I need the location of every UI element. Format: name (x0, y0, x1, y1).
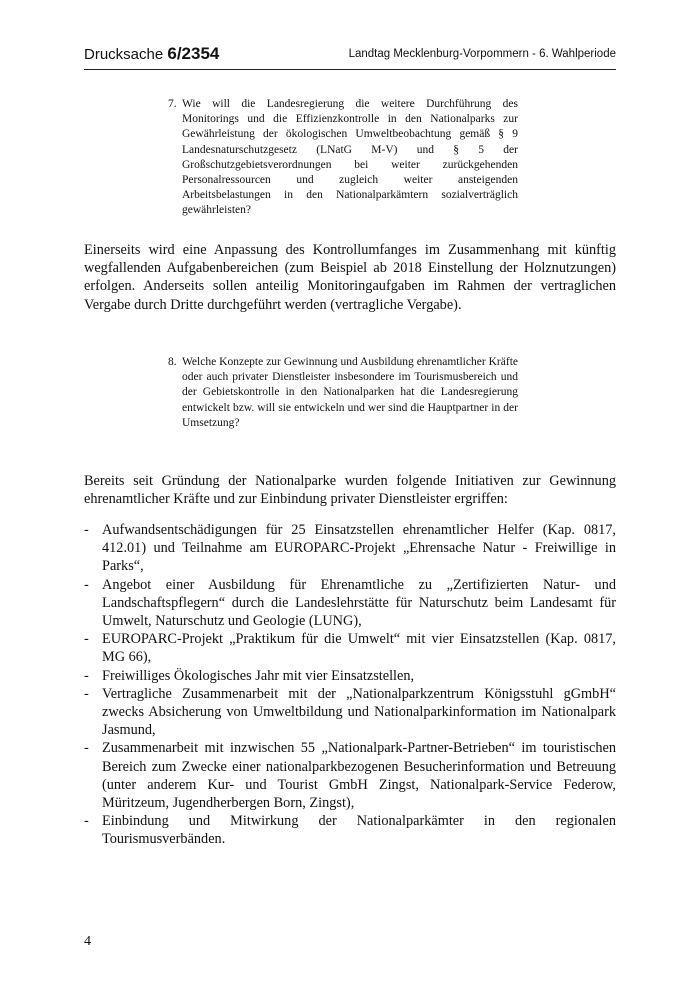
list-item-text: EUROPARC-Projekt „Praktikum für die Umwelt“ mit vier Einsatzstellen (Kap. 0817, MG 66), (102, 631, 616, 666)
list-item-text: Freiwilliges Ökologisches Jahr mit vier Einsatzstellen, (102, 667, 415, 684)
list-item (84, 739, 616, 812)
list-bullet: - (84, 740, 89, 757)
question-8-text: Welche Konzepte zur Gewinnung und Ausbildung ehrenamtlicher Kräfte oder auch privater Dienstleister insbesondere im Tourismusbereich und der Gebietskontrolle in den Nationalparken hat die Landesregierung entwickelt bzw. will sie entwickeln und wer sind die Hauptpartner in der Umsetzung? (182, 356, 518, 429)
page-header (84, 44, 616, 70)
document-number-prefix: Drucksache (84, 46, 168, 63)
initiatives-list (84, 521, 616, 849)
list-item (84, 812, 616, 848)
list-item-text: Aufwandsentschädigungen für 25 Einsatzstellen ehrenamtlicher Helfer (Kap. 0817, 412.01) und Teilnahme am EUROPARC-Projekt „Ehrensache Natur - Freiwillige in Parks“, (102, 522, 616, 575)
document-number (84, 44, 219, 65)
answer-7: Einerseits wird eine Anpassung des Kontrollumfanges im Zusammenhang mit künftig wegfallenden Aufgabenbereichen (zum Beispiel ab 2018 Einstellung der Holznutzungen) erfolgen. Anderseits sollen anteilig Monitoringaufgaben im Rahmen der vertraglichen Vergabe durch Dritte durchgeführt werden (vertragliche Vergabe). (84, 242, 616, 313)
list-bullet: - (84, 685, 89, 702)
document-number-value: 6/2354 (167, 44, 220, 63)
parliament-title: Landtag Mecklenburg-Vorpommern - 6. Wahlperiode (348, 48, 616, 60)
list-item-text: Zusammenarbeit mit inzwischen 55 „Nationalpark-Partner-Betrieben“ im touristischen Bereich zum Zwecke einer nationalparkbezogenen Besucherinformation und Betreuung (unter anderem Kur- und Tourist GmbH Zingst, Nationalpark-Service Federow, Müritzeum, Jugendherbergen Born, Zingst), (102, 740, 616, 812)
question-8-number: 8. (168, 356, 177, 368)
list-bullet: - (84, 576, 89, 593)
list-bullet: - (84, 667, 89, 684)
list-item (84, 576, 616, 631)
list-item-text: Angebot einer Ausbildung für Ehrenamtliche zu „Zertifizierten Natur- und Landschaftspflegern“ durch die Landeslehrstätte für Naturschutz beim Landesamt für Umwelt, Naturschutz und Geologie (LUNG), (102, 576, 616, 630)
list-bullet: - (84, 522, 89, 538)
list-item (84, 630, 616, 666)
question-8 (168, 355, 518, 431)
list-item (84, 521, 616, 576)
list-bullet: - (84, 631, 89, 648)
answer-8-intro: Bereits seit Gründung der Nationalparke wurden folgende Initiativen zur Gewinnung ehrenamtlicher Kräfte und zur Einbindung privater Dienstleister ergriffen: (84, 473, 616, 508)
list-item-text: Vertragliche Zusammenarbeit mit der „Nationalparkzentrum Königsstuhl gGmbH“ zwecks Absicherung von Umweltbildung und Nationalparkinformation im Nationalpark Jasmund, (102, 685, 616, 739)
list-bullet: - (84, 813, 89, 830)
header-divider (84, 69, 616, 70)
question-7-number: 7. (168, 98, 177, 110)
question-7-text: Wie will die Landesregierung die weitere Durchführung des Monitorings und die Effizienzkontrolle in den Nationalparks zur Gewährleistung der ökologischen Umweltbeobachtung gemäß § 9 Landesnaturschutzgesetz (LNatG M-V) und § 5 der Großschutzgebietsverordnungen bei weiter zurückgehenden Personalressourcen und zugleich weiter ansteigenden Arbeitsbelastungen in den Nationalparkämtern sozialverträglich gewährleisten? (182, 98, 518, 217)
list-item (84, 667, 616, 685)
page-number: 4 (84, 934, 91, 949)
list-item (84, 685, 616, 740)
question-7 (168, 97, 518, 219)
list-item-text: Einbindung und Mitwirkung der Nationalparkämter in den regionalen Tourismusverbänden. (102, 813, 616, 848)
